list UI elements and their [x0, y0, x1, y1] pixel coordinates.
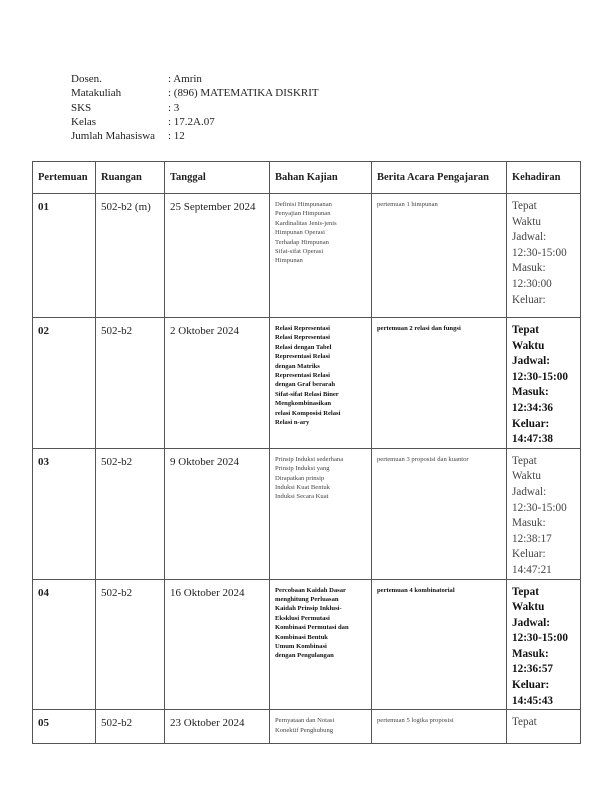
topic-line: menghitung Perluasan [275, 595, 339, 603]
attendance-line: Waktu [512, 215, 541, 228]
topic-line: Relasi dengan Tabel [275, 343, 332, 351]
header-tanggal: Tanggal [165, 162, 270, 194]
session-number: 04 [33, 579, 96, 710]
topic-line: Representasi Relasi [275, 353, 331, 361]
session-number: 05 [33, 710, 96, 744]
topic-line: Himpunan [275, 257, 303, 265]
attendance-line: 12:36:57 [512, 663, 554, 676]
topic-line: Induksi Secara Kuat [275, 493, 329, 501]
attendance-line: 12:38:17 [512, 532, 552, 545]
attendance-line: Jadwal: [512, 231, 547, 244]
attendance-line: Tepat [512, 200, 537, 212]
attendance-line: Tepat [512, 454, 537, 467]
attendance-line: Waktu [512, 339, 545, 352]
topic-line: Relasi n-ary [275, 419, 310, 427]
topic-line: Sifat-sifat Operasi [275, 248, 324, 256]
attendance [507, 318, 581, 449]
info-row-dosen [71, 72, 319, 86]
topic-line: dengan Matriks [275, 362, 320, 370]
attendance-line: 12:30:00 [512, 277, 552, 290]
topic-line: Definisi Himpunanan [275, 201, 332, 208]
attendance-line: 14:47:21 [512, 563, 552, 576]
attendance [507, 710, 581, 744]
attendance-line: Tepat [512, 585, 539, 598]
attendance-line: 12:30-15:00 [512, 501, 567, 514]
topic-line: Representasi Relasi [275, 372, 331, 380]
topic-line: Relasi Representasi [275, 334, 331, 342]
attendance-line: Tepat [512, 716, 537, 729]
topic-line: Mengkombinasikan [275, 400, 332, 408]
topic-line: Pernyataan dan Notasi [275, 717, 335, 725]
course-info [71, 72, 319, 143]
topic-line: Kardinalitas Jenis-jenis [275, 219, 337, 227]
header-kehadiran: Kehadiran [507, 162, 581, 194]
teaching-note: pertemuan 4 kombinatorial [372, 579, 507, 710]
topic-line: Percobaan Kaidah Dasar [275, 586, 346, 594]
attendance-line: Waktu [512, 601, 545, 614]
room: 502-b2 [96, 579, 165, 710]
info-key: SKS [71, 101, 92, 114]
topic-line: Induksi Kuat Bentuk [275, 483, 330, 491]
attendance [507, 579, 581, 710]
info-row-sks [71, 101, 319, 115]
attendance-line: Keluar: [512, 679, 550, 692]
topic [270, 579, 372, 710]
teaching-note: pertemuan 5 logika proposisi [372, 710, 507, 744]
attendance-line: Keluar: [512, 548, 546, 561]
info-key: Kelas [71, 115, 97, 128]
info-key: Matakuliah [71, 87, 122, 100]
topic-line: relasi Komposisi Relasi [275, 409, 341, 417]
header-ruangan: Ruangan [96, 162, 165, 194]
info-value: : 12 [168, 130, 185, 143]
table-row [33, 579, 581, 710]
info-key: Dosen. [71, 73, 102, 85]
attendance-line: Jadwal: [512, 485, 547, 498]
topic-line: dengan Graf berarah [275, 381, 336, 389]
info-row-matakuliah [71, 86, 319, 100]
info-value: : 17.2A.07 [168, 115, 215, 128]
room: 502-b2 [96, 710, 165, 744]
attendance-line: Jadwal: [512, 616, 550, 629]
attendance-line: Tepat [512, 324, 539, 336]
table-row [33, 448, 581, 579]
table-row [33, 710, 581, 744]
attendance-line: 12:30-15:00 [512, 370, 568, 383]
topic [270, 710, 372, 744]
session-number: 03 [33, 448, 96, 579]
room: 502-b2 [96, 318, 165, 449]
attendance-line: Masuk: [512, 517, 546, 530]
topic-line: Konektif Penghubung [275, 726, 334, 734]
table-row [33, 318, 581, 449]
topic [270, 318, 372, 449]
attendance-line: Keluar: [512, 417, 550, 430]
topic-line: Kombinasi Permutasi dan [275, 624, 349, 632]
session-number: 01 [33, 194, 96, 318]
attendance-line: 12:30-15:00 [512, 246, 567, 259]
attendance-table [32, 161, 581, 744]
info-key: Jumlah Mahasiswa [71, 130, 156, 143]
table-header-row [33, 162, 581, 194]
topic [270, 448, 372, 579]
attendance-line: 12:30-15:00 [512, 632, 568, 645]
attendance-line: Masuk: [512, 647, 549, 660]
info-value: : 3 [168, 101, 180, 114]
header-berita-acara: Berita Acara Pengajaran [372, 162, 507, 194]
topic [270, 194, 372, 318]
attendance-line: 12:34:36 [512, 401, 554, 414]
date: 9 Oktober 2024 [165, 448, 270, 579]
attendance [507, 448, 581, 579]
teaching-note: pertemuan 3 proposisi dan kuantor [372, 448, 507, 579]
attendance-line: Jadwal: [512, 355, 550, 368]
topic-line: Kombinasi Bentuk [275, 633, 328, 641]
topic-line: Relasi Representasi [275, 325, 331, 332]
header-bahan-kajian: Bahan Kajian [270, 162, 372, 194]
teaching-note: pertemuan 2 relasi dan fungsi [372, 318, 507, 449]
attendance-line: Masuk: [512, 386, 549, 399]
info-value: : Amrin [168, 73, 202, 85]
info-value: : (896) MATEMATIKA DISKRIT [168, 87, 319, 100]
room: 502-b2 [96, 448, 165, 579]
date: 16 Oktober 2024 [165, 579, 270, 710]
session-number: 02 [33, 318, 96, 449]
attendance [507, 194, 581, 318]
topic-line: Terhadap Himpunan [275, 238, 329, 246]
topic-line: Prinsip Induksi yang [275, 465, 330, 473]
table-row [33, 194, 581, 318]
attendance-line: 14:47:38 [512, 433, 554, 446]
date: 23 Oktober 2024 [165, 710, 270, 744]
teaching-note: pertemuan 1 himpunan [372, 194, 507, 318]
attendance-line: Waktu [512, 470, 541, 483]
topic-line: Himpunan Operasi [275, 229, 325, 237]
date: 2 Oktober 2024 [165, 318, 270, 449]
topic-line: Prinsip Induksi sederhana [275, 455, 344, 463]
attendance-line: Masuk: [512, 262, 546, 275]
attendance-line: Keluar: [512, 293, 546, 306]
topic-line: Eksklusi Permutasi [275, 614, 330, 622]
room: 502-b2 (m) [96, 194, 165, 318]
topic-line: Dirapatkan prinsip [275, 474, 325, 482]
attendance-line: 14:45:43 [512, 694, 554, 707]
info-row-kelas [71, 115, 319, 129]
header-pertemuan: Pertemuan [33, 162, 96, 194]
info-row-jumlah-mahasiswa [71, 129, 319, 143]
topic-line: Kaidah Prinsip Inklusi- [275, 605, 342, 613]
topic-line: Penyajian Himpunan [275, 210, 331, 218]
topic-line: dengan Pengulangan [275, 652, 334, 660]
topic-line: Sifat-sifat Relasi Biner [275, 390, 339, 398]
topic-line: Umum Kombinasi [275, 642, 327, 650]
date: 25 September 2024 [165, 194, 270, 318]
